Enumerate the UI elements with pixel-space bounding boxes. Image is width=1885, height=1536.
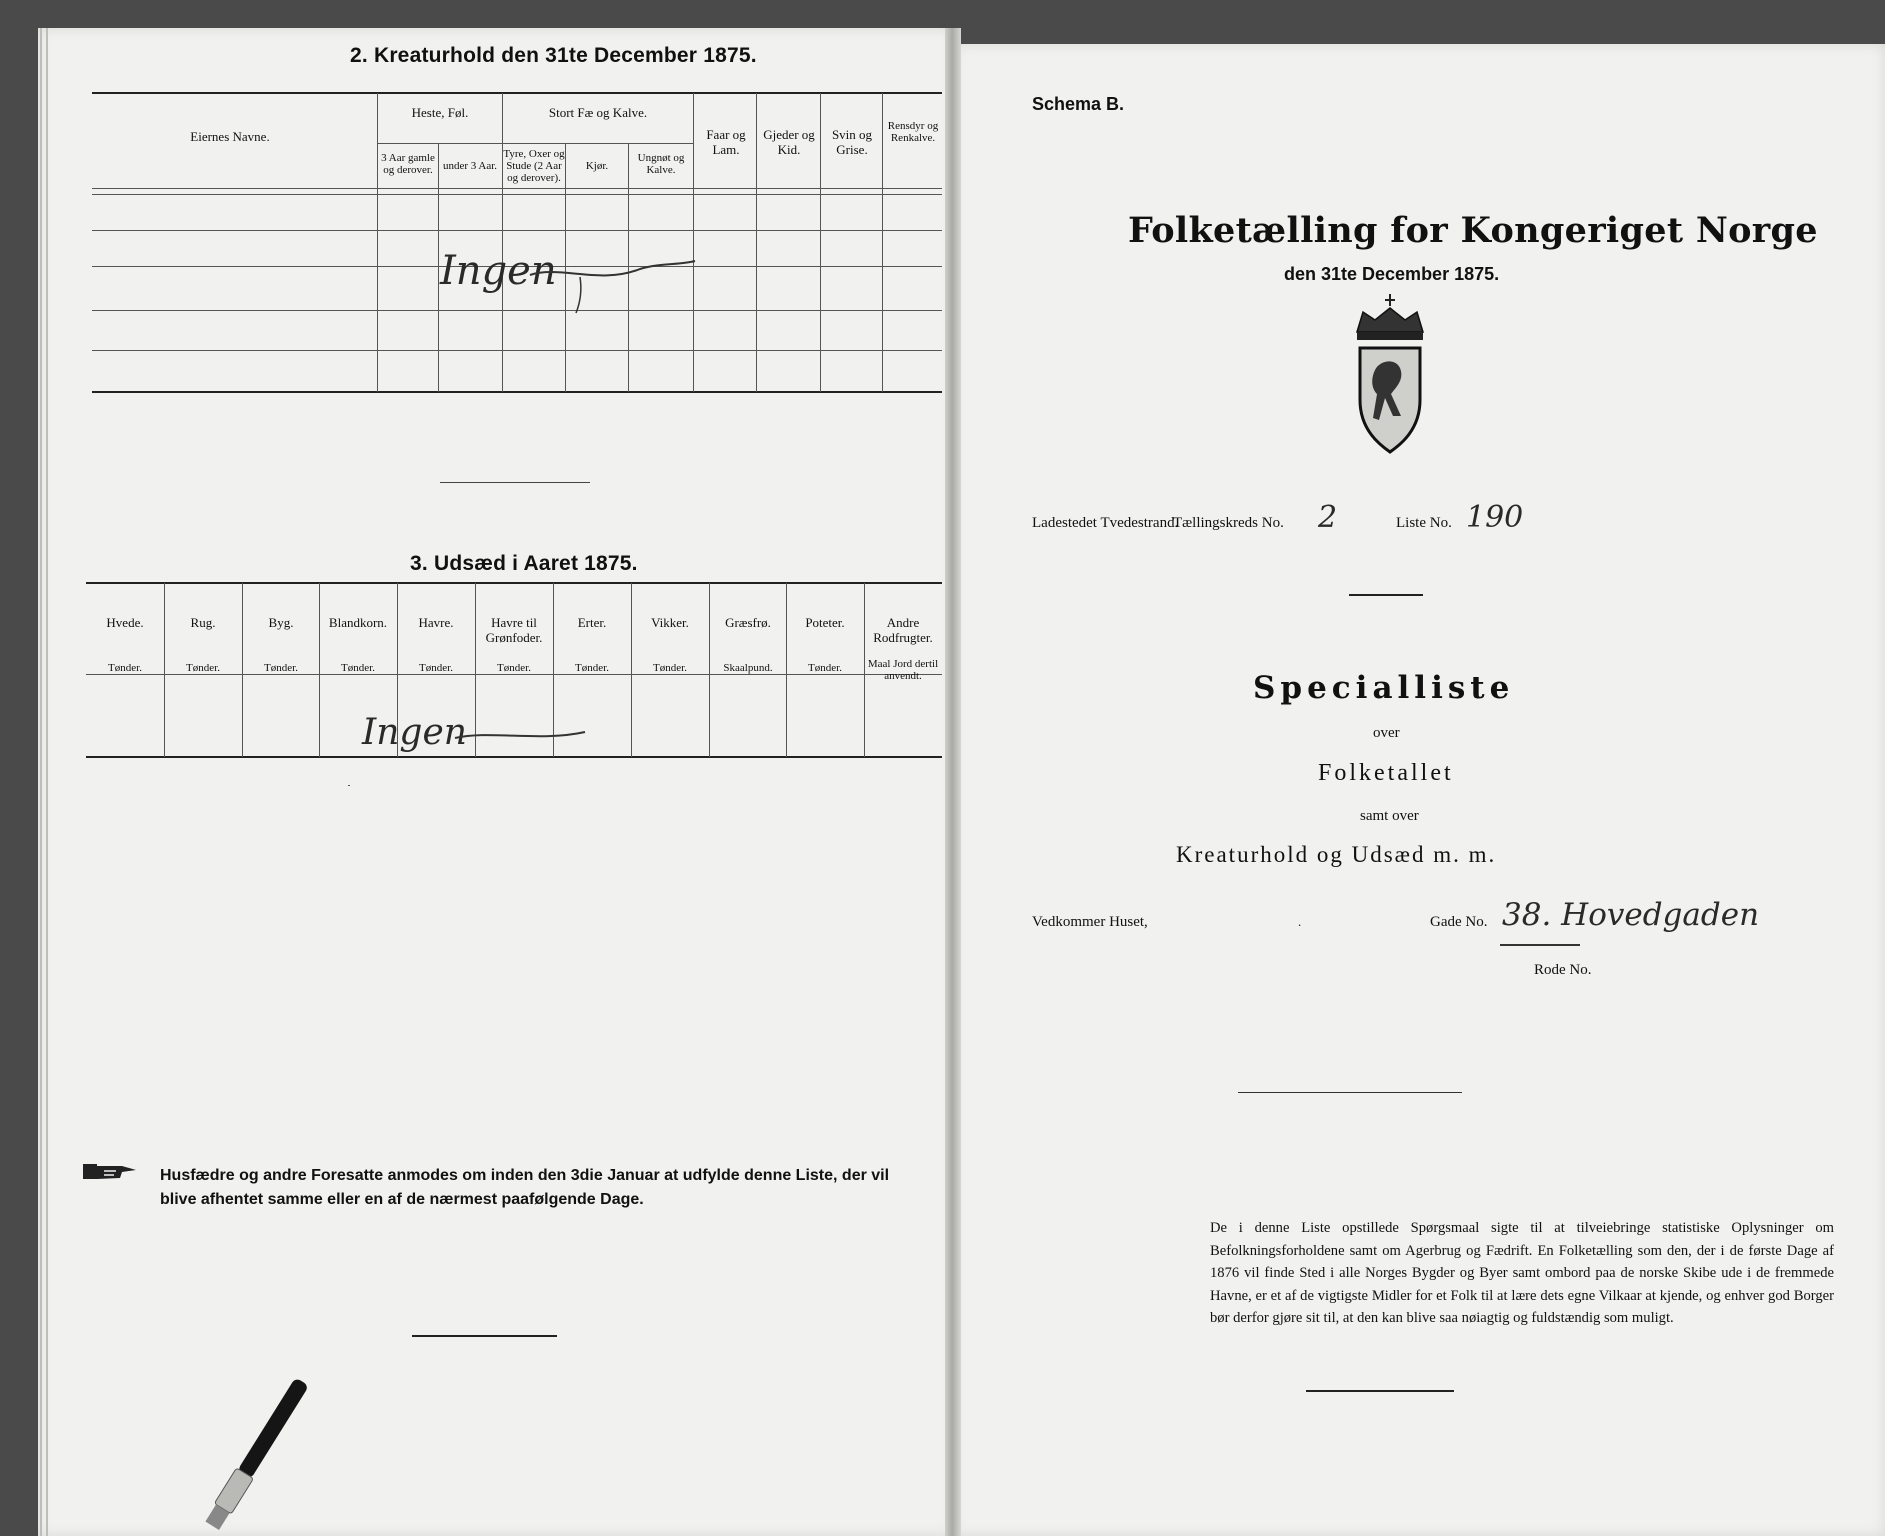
table-col-divider — [502, 93, 503, 392]
page-edge-line — [46, 28, 48, 1536]
sowing-col-unit: Tønder. — [108, 662, 142, 674]
col-3aar-header: 3 Aar gamle og derover. — [381, 152, 435, 177]
table-rule — [92, 350, 942, 351]
sowing-col-header: Græsfrø. — [725, 615, 771, 630]
gade-label: Gade No. — [1430, 914, 1488, 930]
sowing-col-unit: Tønder. — [341, 662, 375, 674]
table-rule — [92, 230, 942, 231]
col-kjor-header: Kjør. — [585, 160, 609, 172]
end-rule — [1306, 1390, 1454, 1392]
table-rule — [92, 92, 942, 94]
table-rule — [92, 188, 942, 189]
col-under3-header: under 3 Aar. — [442, 160, 498, 172]
table-col-divider — [377, 93, 378, 392]
rode-label: Rode No. — [1534, 962, 1592, 978]
table-col-divider — [319, 583, 320, 757]
col-rensdyr-header: Rensdyr og Renkalve. — [887, 120, 939, 145]
sowing-col-unit: Tønder. — [186, 662, 220, 674]
sowing-col-unit: Tønder. — [653, 662, 687, 674]
kreds-value: 2 — [1318, 500, 1338, 535]
sowing-col-unit: Tønder. — [497, 662, 531, 674]
notice-text: Husfædre og andre Foresatte anmodes om inden den 3die Januar at udfylde denne Liste, der vil blive afhentet samme eller en af de nærmest paafølgende Dage. — [160, 1167, 890, 1208]
liste-label: Liste No. — [1396, 515, 1452, 531]
sowing-col-header: Byg. — [268, 615, 294, 630]
sowing-col-unit: Tønder. — [808, 662, 842, 674]
table-rule — [86, 756, 942, 758]
section-separator — [440, 482, 590, 483]
table-rule — [92, 391, 942, 393]
table-rule — [377, 143, 693, 144]
handwritten-entry: Ingen — [362, 712, 467, 753]
group-heste-header: Heste, Føl. — [411, 105, 469, 120]
short-rule — [1349, 594, 1423, 596]
table-col-divider — [242, 583, 243, 757]
table-col-divider — [786, 583, 787, 757]
sowing-col-header: Hvede. — [106, 615, 144, 630]
table-col-divider — [756, 93, 757, 392]
table-rule — [86, 674, 942, 675]
kreaturhold-text: Kreaturhold og Udsæd m. m. — [1176, 842, 1497, 867]
table-col-divider — [709, 583, 710, 757]
sowing-col-header: Havre. — [418, 615, 454, 630]
underline — [1500, 944, 1580, 946]
sowing-col-header: Erter. — [577, 615, 607, 630]
vedkommer-label: Vedkommer Huset, — [1032, 914, 1148, 930]
dot: . — [1298, 914, 1302, 929]
group-stort-header: Stort Fæ og Kalve. — [548, 105, 648, 120]
dot — [348, 785, 350, 786]
col-gjeder-header: Gjeder og Kid. — [763, 127, 815, 157]
schema-label: Schema B. — [1032, 94, 1125, 114]
coat-of-arms-icon — [1345, 290, 1435, 460]
sowing-col-unit: Skaalpund. — [723, 662, 773, 674]
sowing-col-header: Andre Rodfrugter. — [873, 615, 933, 645]
sowing-col-header: Poteter. — [805, 615, 845, 630]
specialliste-title: Specialliste — [1253, 670, 1515, 706]
table-col-divider — [438, 143, 439, 392]
table-rule — [92, 310, 942, 311]
col-tyre-header: Tyre, Oxer og Stude (2 Aar og derover). — [503, 148, 565, 185]
col-svin-header: Svin og Grise. — [831, 127, 873, 157]
pointing-hand-icon — [82, 1158, 138, 1189]
sowing-col-header: Blandkorn. — [328, 615, 388, 630]
sowing-col-unit: Tønder. — [264, 662, 298, 674]
handwritten-entry: Ingen — [440, 248, 557, 294]
sowing-col-header: Havre til Grønfoder. — [485, 615, 543, 645]
handwriting-stroke — [520, 255, 700, 315]
table-col-divider — [631, 583, 632, 757]
gade-value: 38. Hovedgaden — [1502, 897, 1760, 933]
handwriting-stroke — [450, 720, 590, 750]
col-owner-header: Eiernes Navne. — [190, 129, 270, 144]
sowing-col-header: Rug. — [190, 615, 216, 630]
liste-value: 190 — [1466, 500, 1524, 535]
pen-icon — [200, 1370, 320, 1536]
table-rule — [92, 194, 942, 195]
over-text: over — [1373, 725, 1400, 741]
table-col-divider — [820, 93, 821, 392]
sowing-col-unit: Tønder. — [575, 662, 609, 674]
table-col-divider — [164, 583, 165, 757]
table-col-divider — [693, 93, 694, 392]
section2-title: 2. Kreaturhold den 31te December 1875. — [350, 44, 757, 67]
col-faar-header: Faar og Lam. — [706, 127, 746, 157]
book-gutter — [945, 28, 961, 1536]
folketallet-text: Folketallet — [1318, 760, 1454, 786]
table-rule — [86, 582, 942, 584]
separator-rule — [1238, 1092, 1462, 1093]
sowing-col-unit: Tønder. — [419, 662, 453, 674]
explanation-paragraph: De i denne Liste opstillede Spørgsmaal sigte til at tilveiebringe statistiske Oplysninger om Befolkningsforholdene samt om Agerbrug og Fædrift. En Folketælling som den, der i de første Dage af 1876 vil finde Sted i alle Norges Bygder og Byer samt ombord paa de norske Skibe ude i de fremmede Havne, er et af de vigtigste Midler for et Folk til at lære dets egne Vilkaar at kjende, og enhver god Borger bør derfor gjøre sit til, at den kan blive saa nøiagtig og fuldstændig som muligt. — [1210, 1220, 1834, 1326]
place-label: Ladestedet Tvedestrand. — [1032, 515, 1179, 531]
main-title: Folketælling for Kongeriget Norge — [1128, 210, 1818, 251]
col-ungnot-header: Ungnøt og Kalve. — [637, 152, 685, 177]
kreds-label: Tællingskreds No. — [1173, 515, 1284, 531]
section3-title: 3. Udsæd i Aaret 1875. — [410, 552, 638, 575]
sowing-col-header: Vikker. — [651, 615, 689, 630]
page-edge-line — [40, 28, 42, 1536]
date-line: den 31te December 1875. — [1284, 264, 1500, 284]
end-rule — [412, 1335, 557, 1337]
table-col-divider — [864, 583, 865, 757]
sowing-col-unit: Maal Jord dertil anvendt. — [867, 658, 939, 683]
samt-over-text: samt over — [1360, 808, 1419, 824]
